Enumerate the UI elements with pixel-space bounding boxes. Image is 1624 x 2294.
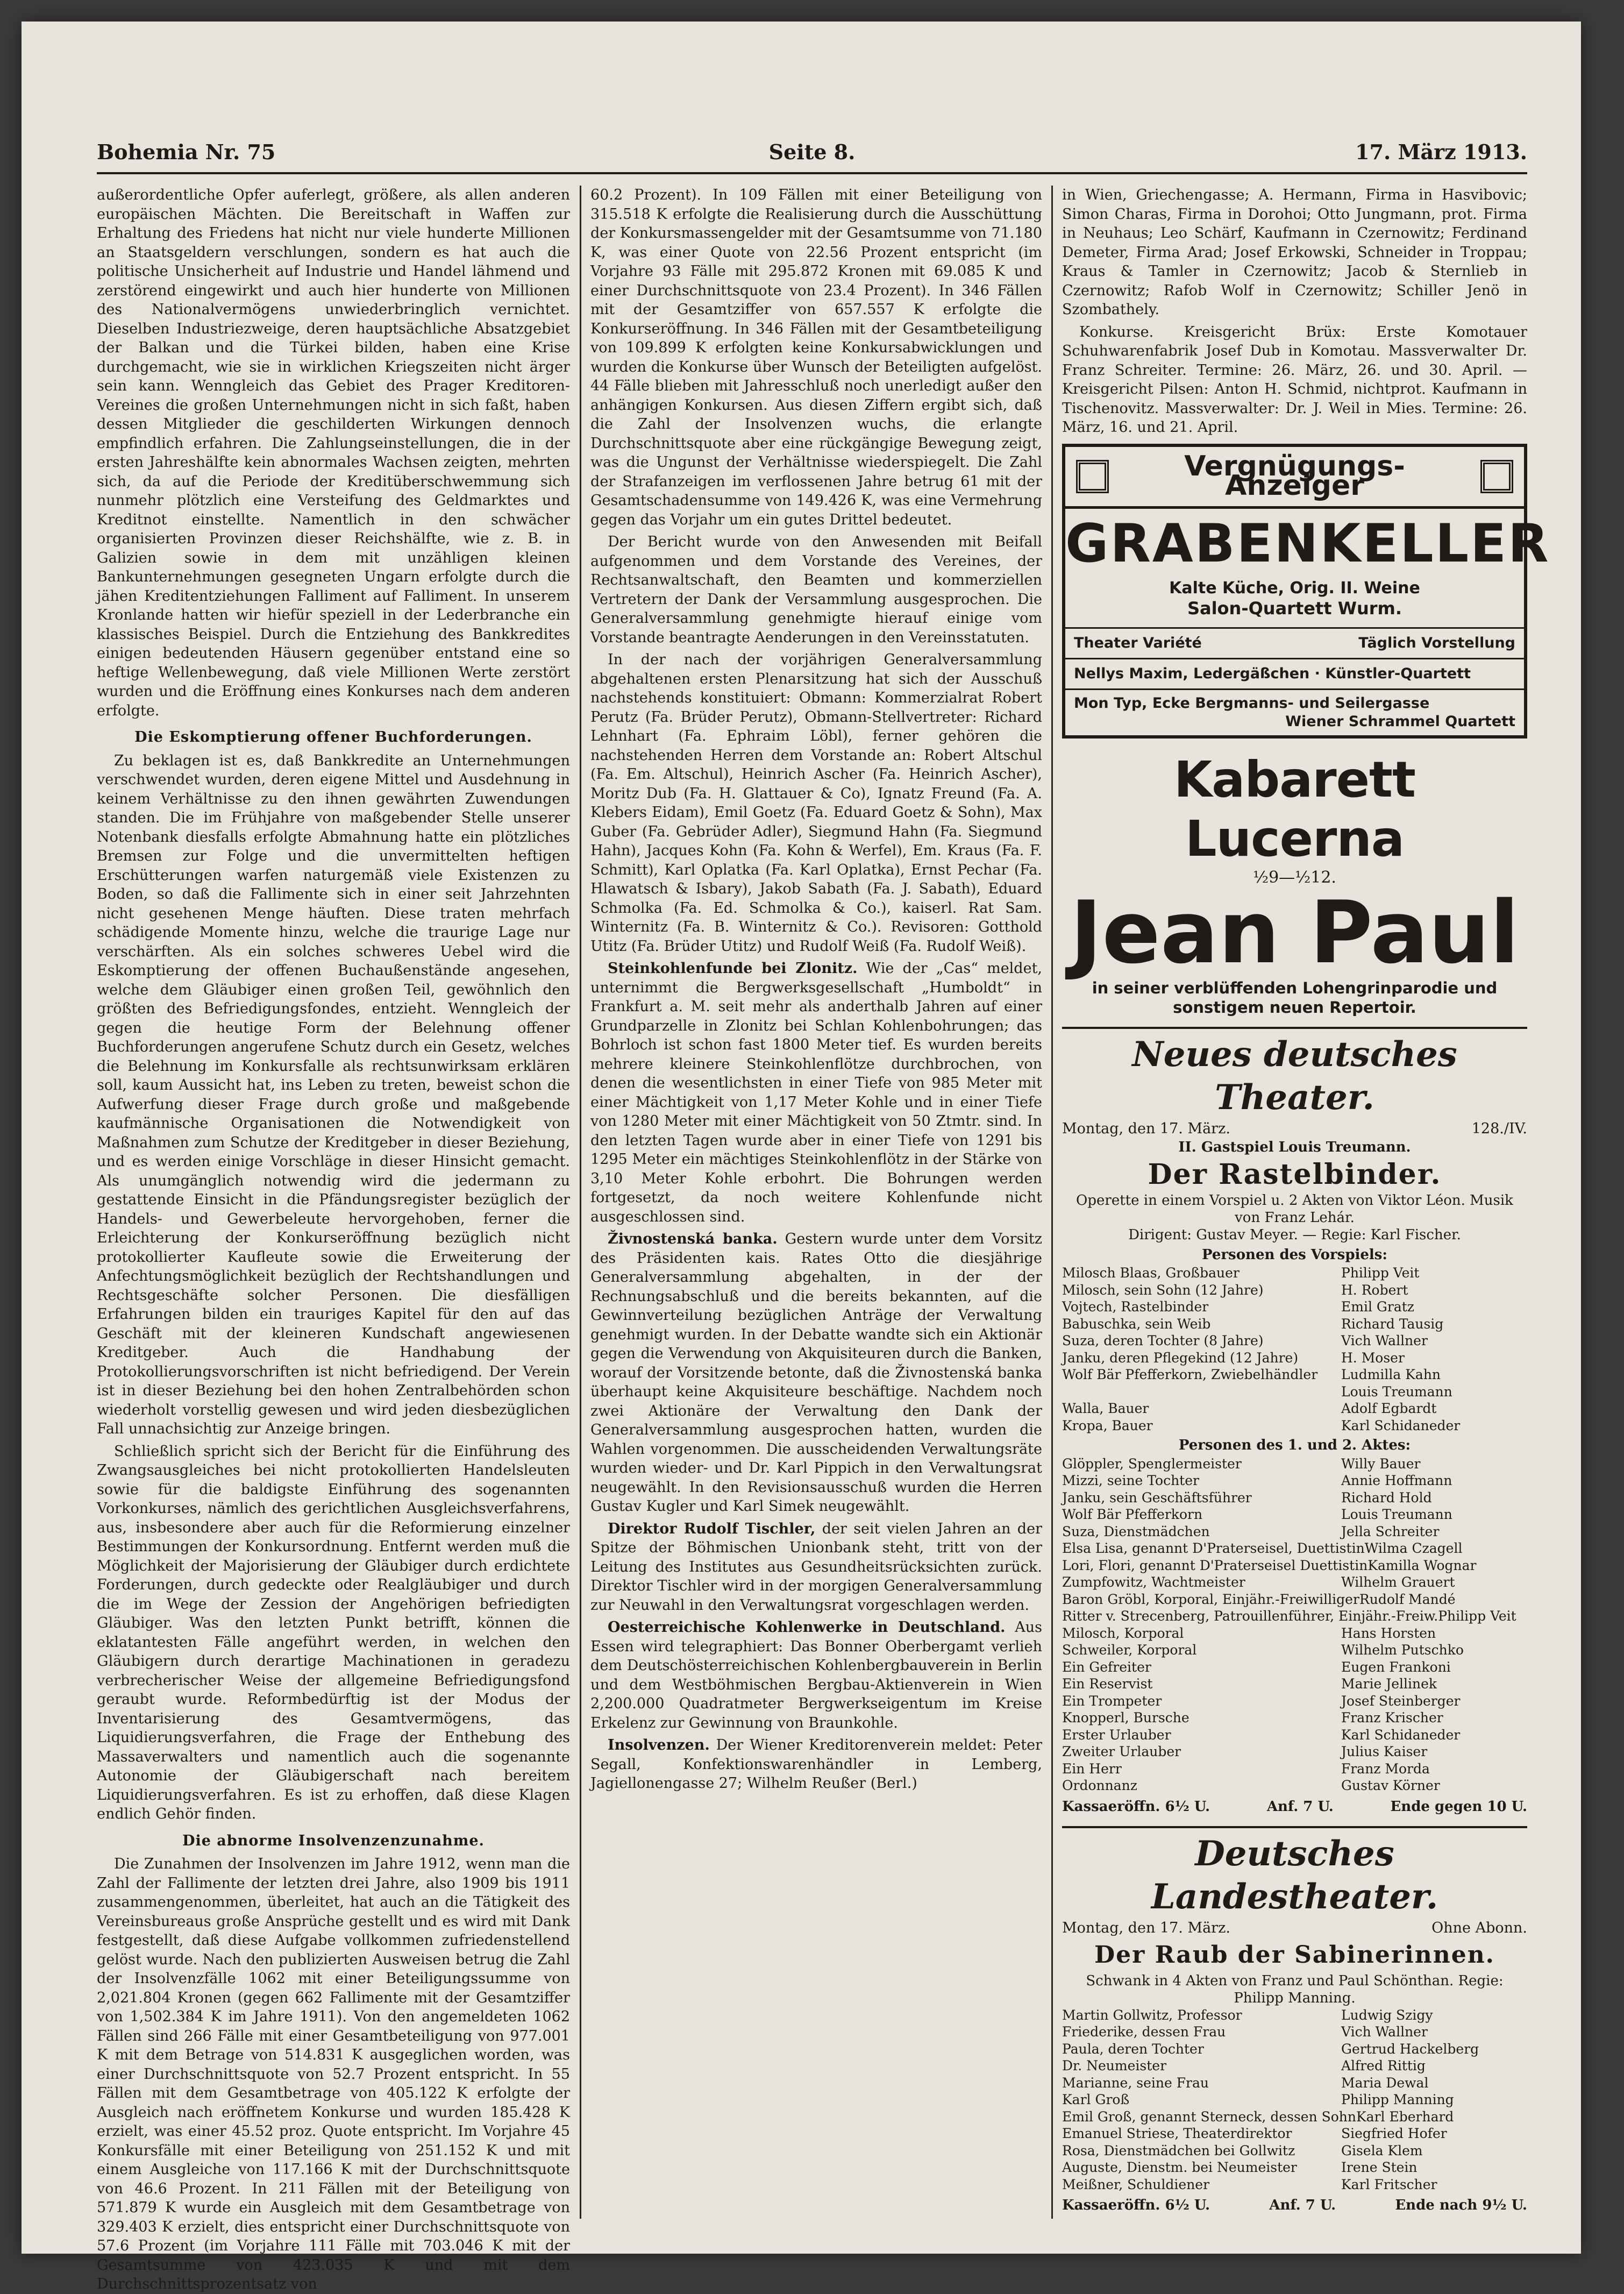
role: Milosch, sein Sohn (12 Jahre) (1062, 1282, 1264, 1298)
page-header (97, 134, 1527, 174)
actor: Wilhelm Grauert (1341, 1574, 1455, 1590)
cast-row (1062, 1625, 1527, 1642)
role: Zumpfowitz, Wachtmeister (1062, 1574, 1245, 1590)
theater-number: 128./IV. (1471, 1120, 1527, 1137)
role: Emil Groß, genannt Sterneck, dessen Sohn (1062, 2108, 1356, 2125)
play-crew: Dirigent: Gustav Meyer. — Regie: Karl Fischer. (1128, 1226, 1461, 1243)
theater-abonnement: Ohne Abonn. (1431, 1920, 1527, 1936)
actor: Adolf Egbardt (1341, 1401, 1437, 1416)
role: Janku, sein Geschäftsführer (1062, 1489, 1252, 1505)
end-time: Ende nach 9½ U. (1395, 2197, 1527, 2213)
actor: Louis Treumann (1341, 1383, 1452, 1400)
column-rule-1 (580, 186, 581, 2219)
news-text: Gestern wurde unter dem Vorsitz des Präsidenten kais. Rates Otto die diesjährige Generalversammlung abgehalten, in der der Rechnungsabschluß und die bereits bekannten, auf die Gewinnverteilung bezüglichen Anträge der Verwaltung genehmigt wurden. In der Debatte wandte sich ein Aktionär gegen die Verwendung von Akquisiteuren durch die Banken, worauf der Vorsitzende betonte, daß die Živnostenská banka überhaupt keine Akquisiteure beschäftige. Nachdem noch zwei Aktionäre der Verwaltung den Dank der Generalversammlung ausgesprochen hatten, wurden die Wahlen vorgenommen. Die ausscheidenden Verwaltungsräte wurden wieder- und Dr. Karl Pippich in den Verwaltungsrat neugewählt. In den Revisionsausschuß wurden die Herren Gustav Kugler und Karl Simek neugewählt. (590, 1231, 1043, 1515)
cast-row (1062, 1693, 1527, 1710)
actor: Julius Kaiser (1341, 1744, 1428, 1759)
actor: Richard Hold (1341, 1489, 1432, 1505)
start-time: Anf. 7 U. (1266, 1798, 1334, 1815)
actor: Siegfried Hofer (1341, 2126, 1447, 2141)
actor: H. Moser (1341, 1350, 1405, 1366)
actor: Franz Krischer (1341, 1710, 1443, 1725)
actor: Josef Steinberger (1341, 1693, 1461, 1709)
cast-row (1062, 2108, 1527, 2126)
actor: Karl Schidaneder (1341, 1417, 1461, 1433)
cast-row (1062, 1506, 1527, 1523)
role: Ordonnanz (1062, 1778, 1137, 1793)
role: Milosch, Korporal (1062, 1625, 1184, 1641)
actor: Vich Wallner (1341, 2024, 1428, 2040)
news-text: der seit vielen Jahren an der Spitze der Böhmischen Unionbank steht, tritt von der Leitung des Institutes aus Gesundheitsrücksichten zurück. Direktor Tischler wird in der morgigen Generalversammlung zur Neuwahl in den Verwaltungsrat vorgeschlagen werden. (590, 1520, 1042, 1614)
news-text: Aus Essen wird telegraphiert: Das Bonner Oberbergamt verlieh dem Deutschösterreichischen Kohlenbergbauverein in Berlin und dem Westböhmischen Bergbau-Aktienverein in Wien 2,200.000 Quadratmeter Bergwerkseigentum im Kreise Erkelenz zur Gewinnung von Braunkohle. (590, 1619, 1042, 1731)
actor: Kamilla Wognar (1367, 1557, 1477, 1573)
column-1 (97, 186, 570, 2292)
theater-title: Deutsches Landestheater. (1151, 1834, 1438, 1917)
col2-paragraph: In der nach der vorjährigen Generalversammlung abgehaltenen ersten Plenarsitzung hat sich der Ausschuß nachstehends konstituiert: Obmann: Kommerzialrat Robert Perutz (Fa. Brüder Perutz), Obmann-Stellvertreter: Richard Lehnhart (Fa. Ephraim Löbl), ferner gehören die nachstehenden Herren dem Vorstande an: Robert Altschul (Fa. Em. Altschul), Heinrich Ascher (Fa. Heinrich Ascher), Moritz Dub (Fa. H. Glattauer & Co), Ignatz Freund (Fa. A. Klebers Eidam), Emil Goetz (Fa. Eduard Goetz & Sohn), Max Guber (Fa. Gebrüder Adler), Siegmund Hahn (Fa. Siegmund Hahn), Jacques Kohn (Fa. Kohn & Werfel), Em. Kraus (Fa. F. Schmitt), Karl Oplatka (Fa. Karl Oplatka), Ernst Pechar (Fa. Hlawatsch & Isbary), Jakob Sabath (Fa. J. Sabath), Eduard Schmolka (Fa. Ed. Schmolka & Co.), kaiserl. Rat Sam. Winternitz (Fa. B. Winternitz & Co.). Revisoren: Gotthold Utitz (Fa. Brüder Utitz) und Rudolf Weiß (Fa. Rudolf Weiß). (590, 651, 1042, 955)
role: Milosch Blaas, Großbauer (1062, 1265, 1240, 1281)
actor: Ludmilla Kahn (1341, 1367, 1441, 1382)
cast-row (1062, 1675, 1527, 1693)
newspaper-page (22, 22, 1581, 2292)
theater-guest: II. Gastspiel Louis Treumann. (1178, 1139, 1411, 1155)
actor: Jella Schreiter (1341, 1523, 1440, 1539)
cast-row (1062, 1760, 1527, 1778)
cast-row (1062, 1316, 1527, 1333)
cast-row (1062, 1400, 1527, 1417)
cast-heading: Personen des Vorspiels: (1201, 1246, 1388, 1263)
cast-row (1062, 2057, 1527, 2075)
ad-description: in seiner verblüffenden Lohengrinparodie und sonstigem neuen Repertoir. (1092, 978, 1498, 1017)
ad-row (1065, 688, 1524, 735)
cast-row (1062, 1332, 1527, 1350)
actor: H. Robert (1341, 1282, 1408, 1298)
cast-row (1062, 2159, 1527, 2176)
cast-row (1062, 1591, 1527, 1608)
actor: Gisela Klem (1341, 2142, 1423, 2158)
theater-times (1062, 1798, 1527, 1817)
actor: Louis Treumann (1341, 1507, 1452, 1522)
role: Friederike, dessen Frau (1062, 2024, 1226, 2040)
col1-paragraph: Zu beklagen ist es, daß Bankkredite an Unternehmungen verschwendet wurden, deren eigene Mittel und Ausdehnung in keinem Verhältnisse zu den ihnen gewährten Zuwendungen standen. Die im Frühjahre von maßgebender Stelle unserer Notenbank diesfalls erfolgte Abmahnung hatte ein plötzliches Bremsen zur Folge und die unvermittelten heftigen Erschütterungen warfen naturgemäß viele Existenzen zu Boden, so daß die Fallimente sich in einer seit Jahrzehnten nicht gesehenen Menge häuften. Diese traten mehrfach schädigende Momente hinzu, welche die traurige Lage nur verschärften. Als ein solches schweres Uebel wird die Eskomptierung der offenen Buchaußenstände angesehen, welche dem Gläubiger einen großen Teil, gewöhnlich den größten des Befriedigungsfondes, entzieht. Wenngleich der gegen die heutige Form der Belehnung offener Buchforderungen angerufene Schutz durch ein Gesetz, welches die Belehnung im Konkursfalle als rechtsunwirksam erklären soll, kaum Aussicht hat, ins Leben zu treten, beweist schon die Aufwerfung dieser Frage durch große und maßgebende kaufmännische Organisationen die Notwendigkeit von Maßnahmen zum Schutze der Kreditgeber in dieser Beziehung, und es werden einige Vorschläge in dieser Hinsicht gemacht. Als unumgänglich notwendig wird die jedermann zu gestattende Einsicht in die Pfändungsregister bezüglich der Handels- und Gewerbeleute hervorgehoben, ferner die Erleichterung der Konkurseröffnung bezüglich nicht protokollierter Kaufleute sowie die Erweiterung der Anfechtungsmöglichkeit bezüglich der Rechtshandlungen und Rechtsgeschäfte solcher Personen. Die diesfälligen Erfahrungen bilden ein trauriges Kapitel für den auf das Geschäft mit der kleineren Kundschaft angewiesenen Kreditgeber. Auch die Handhabung der Protokollierungsvorschriften ist nicht befriedigend. Der Verein ist in dieser Beziehung bei den hohen Zentralbehörden schon wiederholt vorstellig gewesen und wird jeden diesbezüglichen Fall unnachsichtig zur Anzeige bringen. (97, 752, 570, 1437)
cast-row (1062, 1417, 1527, 1434)
actor: Richard Tausig (1341, 1316, 1444, 1332)
actor: Annie Hoffmann (1341, 1473, 1452, 1488)
role: Mizzi, seine Tochter (1062, 1473, 1199, 1488)
ad-time: ½9—½12. (1253, 868, 1336, 887)
role: Meißner, Schuldiener (1062, 2176, 1210, 2192)
role: Schweiler, Korporal (1062, 1642, 1197, 1658)
ad-row-left: Theater Variété (1074, 634, 1202, 651)
cast-row (1062, 1727, 1527, 1744)
ad-row (1065, 658, 1524, 688)
ad-row (1065, 627, 1524, 658)
lucerna-ad (1062, 750, 1527, 1017)
ad-venue-name: Kabarett Lucerna (1173, 750, 1416, 868)
theater-date: Montag, den 17. März. (1062, 1920, 1230, 1936)
role: Dr. Neumeister (1062, 2058, 1167, 2073)
role: Kropa, Bauer (1062, 1417, 1153, 1433)
actor: Karl Fritscher (1341, 2176, 1437, 2192)
ad-line: Kalte Küche, Orig. II. Weine (1169, 578, 1420, 598)
role: Emanuel Striese, Theaterdirektor (1062, 2126, 1292, 2141)
role: Suza, deren Tochter (8 Jahre) (1062, 1333, 1264, 1348)
play-info: Schwank in 4 Akten von Franz und Paul Schönthan. Regie: Philipp Manning. (1086, 1972, 1504, 2006)
col1-paragraph: Schließlich spricht sich der Bericht für die Einführung des Zwangsausgleiches bei nicht protokollierten Handelsleuten sowie für die baldigste Einführung des sogenannten Vorkonkurses, nämlich des gerichtlichen Ausgleichsverfahrens, aus, insbesondere aber auch für die Reformierung einzelner Bestimmungen der Konkursordnung. Entfernt werden muß die Möglichkeit der Majorisierung der Gläubiger durch erdichtete Forderungen, durch gedeckte oder Realgläubiger und durch die im Wege der Zession der Angehörigen befriedigten Gläubiger. Was den letzten Punkt betrifft, können die eklatantesten Fälle angeführt werden, in welchen den Gläubigern durch derartige Machinationen in geradezu verbrecherischer Weise der allgemeine Befriedigungsfond geraubt wurde. Reformbedürftig ist der Modus der Inventarisierung des Gesamtvermögens, das Liquidierungsverfahren, die Frage der Enthebung des Massaverwalters und namentlich auch die sogenannte Autonomie der Gläubigerschaft nach bereitem Liquidierungsverfahren. Es ist zu erhoffen, daß diese Klagen endlich Gehör finden. (97, 1443, 570, 1822)
role: Baron Gröbl, Korporal, Einjähr.-Freiwilliger (1062, 1591, 1359, 1607)
cast-row (1062, 1574, 1527, 1591)
role: Martin Gollwitz, Professor (1062, 2007, 1242, 2023)
cast-row (1062, 1743, 1527, 1760)
cast-row (1062, 1383, 1527, 1401)
actor: Wilma Czagell (1364, 1540, 1463, 1556)
cast-row (1062, 2142, 1527, 2160)
col2-news-item (590, 959, 1042, 1226)
theater-title: Neues deutsches Theater. (1132, 1034, 1457, 1118)
role: Ein Reservist (1062, 1676, 1153, 1692)
col1-paragraph: Die Zunahmen der Insolvenzen im Jahre 1912, wenn man die Zahl der Fallimente der letzten drei Jahre, also 1909 bis 1911 zusammengenommen, überleitet, hat auch an die Tätigkeit des Vereinsbureaus große Ansprüche gestellt und es wird mit Dank festgestellt, daß diese Aufgabe vollkommen zufriedenstellend gelöst wurde. Nach den publizierten Ausweisen betrug die Zahl der Insolvenzfälle 1062 mit einer Beteiligungssumme von 2,021.804 Kronen (gegen 662 Fallimente mit der Gesamtziffer von 1,502.384 K im Jahre 1911). Von den angemeldeten 1062 Fällen sind 266 Fälle mit einer Gesamtbeteiligung von 977.001 K mit dem Betrage von 514.831 K ausgeglichen worden, was einer Durchschnittsquote von 52.7 Prozent entspricht. In 55 Fällen mit dem Gesamtbetrage von 405.122 K erfolgte der Ausgleich nach eröffnetem Konkurse und wurden 185.428 K erzielt, was einer 45.52 proz. Quote entspricht. Im Vorjahre 45 Konkursfälle mit einer Beteiligung von 251.152 K und mit einem Ausgleiche von 117.166 K mit der Durchschnittsquote von 46.6 Prozent. In 211 Fällen mit der Beteiligung von 571.879 K wurde ein Ausgleich mit dem Gesamtbetrage von 329.403 K erzielt, dies entspricht einer Durchschnittsquote von 57.6 Prozent (im Vorjahre 111 Fälle mit 703.046 K mit der Gesamtsumme von 423.035 K und mit dem Durchschnittsprozentsatz von (97, 1856, 570, 2292)
role: Vojtech, Rastelbinder (1062, 1299, 1209, 1315)
ad-row-text: Nellys Maxim, Ledergäßchen · Künstler-Quartett (1074, 665, 1471, 682)
cast-row (1062, 1282, 1527, 1299)
header-page-number: Seite 8. (768, 140, 856, 164)
cast-row (1062, 1777, 1527, 1794)
cast-list-1 (1062, 1265, 1527, 1434)
col1-subheading: Die abnorme Insolvenzenzunahme. (182, 1832, 485, 1849)
actor: Irene Stein (1341, 2160, 1418, 2175)
cast-heading: Personen des 1. und 2. Aktes: (1178, 1437, 1411, 1453)
actor: Rudolf Mandé (1359, 1591, 1456, 1607)
actor: Karl Eberhard (1356, 2108, 1454, 2125)
cast-row (1062, 1366, 1527, 1383)
cast-row (1062, 1557, 1527, 1574)
role: Ein Gefreiter (1062, 1659, 1151, 1675)
actor: Karl Schidaneder (1341, 1727, 1461, 1743)
cast-row (1062, 1455, 1527, 1473)
role: Wolf Bär Pfefferkorn, Zwiebelhändler (1062, 1367, 1318, 1382)
cast-list-2 (1062, 1455, 1527, 1794)
col3-paragraph: Konkurse. Kreisgericht Brüx: Erste Komotauer Schuhwarenfabrik Josef Dub in Komotau. Massverwalter Dr. Franz Schreiter. Termine: 26. März, 26. und 30. April. — Kreisgericht Pilsen: Anton H. Schmid, nichtprot. Kaufmann in Tischenovitz. Massverwalter: Dr. J. Weil in Mies. Termine: 26. März, 16. und 21. April. (1062, 323, 1527, 436)
role: Auguste, Dienstm. bei Neumeister (1062, 2160, 1297, 2175)
column-2 (590, 186, 1042, 2224)
ad-star: Jean Paul (1070, 882, 1520, 983)
column-3 (1062, 186, 1550, 2224)
cast-row (1062, 1523, 1527, 1540)
ad-banner-title: Vergnügungs-Anzeiger (1184, 450, 1405, 502)
actor: Franz Morda (1341, 1760, 1430, 1777)
actor: Eugen Frankoni (1341, 1659, 1451, 1675)
role: Marianne, seine Frau (1062, 2075, 1209, 2091)
col1-paragraph: außerordentliche Opfer auferlegt, größere, als allen anderen europäischen Mächten. Die Bereitschaft in Waffen zur Erhaltung des Friedens hat nicht nur viele hunderte Millionen an Staatsgeldern verschlungen, sondern es hat auch die politische Unsicherheit auf Industrie und Handel lähmend und zerstörend eingewirkt und auch hier hunderte von Millionen des Nationalvermögens unwiederbringlich vernichtet. Dieselben Industriezweige, deren hauptsächliche Absatzgebiet der Balkan und die Türkei bilden, haben eine Krise durchgemacht, wie sie in wirklichen Kriegszeiten nicht ärger sein kann. Wenngleich das Gebiet des Prager Kreditoren-Vereines die großen Unternehmungen nicht in sich faßt, haben dessen Mitglieder die geschilderten Wirkungen dennoch empfindlich erfahren. Die Zahlungseinstellungen, die in der ersten Jahreshälfte kein abnormales Wachsen zeigten, mehrten sich, da auf die Periode der Kreditüberschwemmung sich nunmehr plötzlich eine Versteifung des Geldmarktes und Kreditnot einstellte. Namentlich in den schwächer organisierten Provinzen dieser Reichshälfte, wie z. B. in Galizien sowie in dem mit unzähligen kleinen Bankunternehmungen gesegneten Ungarn erfolgte durch die jähen Kreditentziehungen Falliment auf Falliment. In unserem Kronlande hatten wir hiefür speziell in der Lederbranche ein klassisches Beispiel. Durch die Entziehung des Bankkredites einigen bedeutenden Häusern gegenüber entstand eine so heftige Wellenbewegung, daß viele Millionen Werte zerstört wurden und die Eröffnung eines Konkurses nach dem anderen erfolgte. (97, 187, 570, 719)
actor: Alfred Rittig (1341, 2058, 1426, 2073)
cast-row (1062, 1350, 1527, 1367)
header-date: 17. März 1913. (1355, 140, 1527, 164)
actor: Maria Dewal (1341, 2075, 1429, 2091)
theater-listing-landes (1062, 1826, 1527, 2215)
actor: Hans Horsten (1341, 1625, 1436, 1641)
news-headline: Steinkohlenfunde bei Zlonitz. (608, 960, 858, 977)
ad-banner (1065, 447, 1524, 509)
cast-row (1062, 1489, 1527, 1507)
role: Wolf Bär Pfefferkorn (1062, 1507, 1203, 1522)
cast-row (1062, 2075, 1527, 2092)
grabenkeller-ad (1062, 444, 1550, 738)
cast-row (1062, 2023, 1527, 2041)
news-headline: Insolvenzen. (608, 1737, 710, 1753)
col2-news-item (590, 1230, 1042, 1516)
ad-row-right: Täglich Vorstellung (1358, 634, 1515, 651)
col2-paragraph: 60.2 Prozent). In 109 Fällen mit einer Beteiligung von 315.518 K erfolgte die Realisierung durch die Ausschüttung der Konkursmassengelder mit der Gesamtsumme von 71.180 K, was einer Quote von 22.56 Prozent entspricht (im Vorjahre 93 Fälle mit 295.872 Kronen mit 69.085 K und einer Durchschnittsquote von 23.4 Prozent). In 346 Fällen mit der Gesamtziffer von 657.557 K erfolgte die Konkurseröffnung. In 346 Fällen mit der Gesamtbeteiligung von 109.899 K erfolgten keine Konkursabwicklungen und wurden die Konkurse über Wunsch der Beteiligten aufgelöst. 44 Fälle blieben mit Jahresschluß noch unerledigt außer den anhängigen Konkursen. Aus diesen Ziffern ergibt sich, daß die Zahl der Insolvenzen wuchs, die erlangte Durchschnittsquote aber eine rückgängige Bewegung zeigt, was die Ungunst der Verhältnisse wiederspiegelt. Die Zahl der Strafanzeigen im verflossenen Jahre betrug 61 mit der Gesamtschadensumme von 149.426 K, was eine Vermehrung gegen das Vorjahr um ein gutes Drittel bedeutet. (590, 187, 1042, 528)
role: Suza, Dienstmädchen (1062, 1523, 1210, 1539)
theater-times (1062, 2196, 1527, 2215)
role (1062, 1383, 1341, 1401)
col2-news-item (590, 1736, 1042, 1793)
role: Lori, Flori, genannt D'Praterseisel Duettistin (1062, 1557, 1368, 1573)
theater-date: Montag, den 17. März. (1062, 1120, 1230, 1137)
header-masthead: Bohemia Nr. 75 (97, 140, 276, 164)
actor: Ludwig Szigy (1341, 2007, 1433, 2023)
role: Erster Urlauber (1062, 1727, 1171, 1743)
role: Ritter v. Strecenberg, Patrouillenführer, Einjähr.-Freiw. (1062, 1608, 1438, 1624)
actor: Philipp Manning (1341, 2092, 1454, 2107)
col3-paragraph: in Wien, Griechengasse; A. Hermann, Firma in Hasvibovic; Simon Charas, Firma in Dorohoi; Otto Jungmann, prot. Firma in Neuhaus; Leo Schärf, Kaufmann in Czernowitz; Ferdinand Demeter, Firma Arad; Josef Erkowski, Schneider in Troppau; Kraus & Tamler in Czernowitz; Jacob & Sternlieb in Czernowitz; Rafob Wolf in Czernowitz; Schiller Jenö in Szombathely. (1062, 187, 1527, 318)
actor: Philipp Veit (1341, 1265, 1420, 1281)
actor: Gertrud Hackelberg (1341, 2041, 1479, 2057)
col2-news-item (590, 1618, 1042, 1732)
news-headline: Živnostenská banka. (608, 1231, 778, 1247)
cast-list-3 (1062, 2007, 1527, 2193)
ad-venue-name: GRABENKELLER (1065, 513, 1550, 574)
role: Paula, deren Tochter (1062, 2041, 1204, 2057)
end-time: Ende gegen 10 U. (1390, 1798, 1527, 1815)
role: Rosa, Dienstmädchen bei Gollwitz (1062, 2142, 1295, 2158)
news-headline: Direktor Rudolf Tischler, (608, 1520, 816, 1537)
role: Karl Groß (1062, 2092, 1130, 2107)
cast-row (1062, 1659, 1527, 1676)
col2-paragraph: Der Bericht wurde von den Anwesenden mit Beifall aufgenommen und dem Vorstande des Vereines, der Rechtsanwaltschaft, den Beamten und kommerziellen Vertretern der Dank der Versammlung ausgesprochen. Die Generalversammlung genehmigte hierauf einige vom Vorstande beantragte Aenderungen in den Vereinsstatuten. (590, 534, 1042, 646)
cast-row (1062, 2176, 1527, 2193)
square-ornament-icon (1076, 460, 1109, 493)
actor: Wilhelm Putschko (1341, 1642, 1464, 1658)
ad-row-text: Mon Typ, Ecke Bergmanns- und Seilergasse (1074, 694, 1430, 712)
role: Zweiter Urlauber (1062, 1744, 1181, 1759)
actor: Emil Gratz (1341, 1299, 1414, 1315)
role: Glöppler, Spenglermeister (1062, 1455, 1242, 1472)
ad-line: Salon-Quartett Wurm. (1187, 598, 1402, 619)
cast-row (1062, 1642, 1527, 1659)
box-office-time: Kassaeröffn. 6½ U. (1062, 2197, 1210, 2213)
square-ornament-icon (1480, 460, 1513, 493)
role: Knopperl, Bursche (1062, 1710, 1189, 1725)
play-info: Operette in einem Vorspiel u. 2 Akten von Viktor Léon. Musik von Franz Lehár. (1076, 1192, 1513, 1226)
actor: Vich Wallner (1341, 1333, 1428, 1348)
theater-date-row (1062, 1119, 1527, 1139)
role: Babuschka, sein Weib (1062, 1316, 1211, 1332)
cast-row (1062, 1298, 1527, 1316)
actor: Marie Jellinek (1341, 1676, 1437, 1692)
cast-row (1062, 2125, 1527, 2142)
news-headline: Oesterreichische Kohlenwerke in Deutschland. (608, 1619, 1006, 1636)
cast-row (1062, 2091, 1527, 2108)
col2-news-item (590, 1519, 1042, 1615)
theater-date-row (1062, 1919, 1527, 1938)
role: Ein Trompeter (1062, 1693, 1162, 1709)
role: Ein Herr (1062, 1760, 1122, 1777)
cast-row (1062, 2041, 1527, 2058)
actor: Philipp Veit (1438, 1608, 1516, 1624)
cast-row (1062, 1265, 1527, 1282)
start-time: Anf. 7 U. (1269, 2197, 1336, 2213)
role: Elsa Lisa, genannt D'Praterseisel, Duettistin (1062, 1540, 1365, 1556)
cast-row (1062, 1608, 1527, 1625)
column-rule-2 (1051, 186, 1053, 2219)
cast-row (1062, 1472, 1527, 1489)
role: Walla, Bauer (1062, 1401, 1149, 1416)
cast-row (1062, 2007, 1527, 2024)
role: Janku, deren Pflegekind (12 Jahre) (1062, 1350, 1299, 1366)
col1-subheading: Die Eskomptierung offener Buchforderungen. (134, 729, 532, 745)
news-text: Der Wiener Kreditorenverein meldet: Peter Segall, Konfektionswarenhändler in Lemberg, Jagiellonengasse 27; Wilhelm Reußer (Berl.) (590, 1737, 1042, 1792)
cast-row (1062, 1540, 1527, 1557)
news-text: Wie der „Cas“ meldet, unternimmt die Bergwerksgesellschaft „Humboldt“ in Frankfurt a. M. seit mehr als anderthalb Jahren auf einer Grundparzelle in Zlonitz bei Schlan Kohlenbohrungen; das Bohrloch ist schon fast 1800 Meter tief. Es wurden bereits mehrere kleinere Steinkohlenflötze durchbrochen, von denen die wesentlichsten in einer Tiefe von 985 Meter mit einer Mächtigkeit von 1,17 Meter Kohle und in einer Tiefe von 1280 Meter mit einer Mächtigkeit von 50 Ztmtr. sind. In den letzten Tagen wurde aber in einer Tiefe von 1291 bis 1295 Meter ein mächtiges Steinkohlenflötz in der Stärke von 3,10 Meter Kohle erbohrt. Die Bohrungen werden fortgesetzt, da noch weitere Kohlenfunde nicht ausgeschlossen sind. (590, 960, 1042, 1225)
ad-row-text: Wiener Schrammel Quartett (1285, 713, 1515, 730)
box-office-time: Kassaeröffn. 6½ U. (1062, 1798, 1210, 1815)
actor: Willy Bauer (1341, 1455, 1421, 1472)
play-title: Der Rastelbinder. (1148, 1157, 1442, 1191)
theater-listing-neues (1062, 1027, 1527, 1817)
play-title: Der Raub der Sabinerinnen. (1094, 1941, 1495, 1969)
cast-row (1062, 1709, 1527, 1727)
actor: Gustav Körner (1341, 1778, 1440, 1793)
